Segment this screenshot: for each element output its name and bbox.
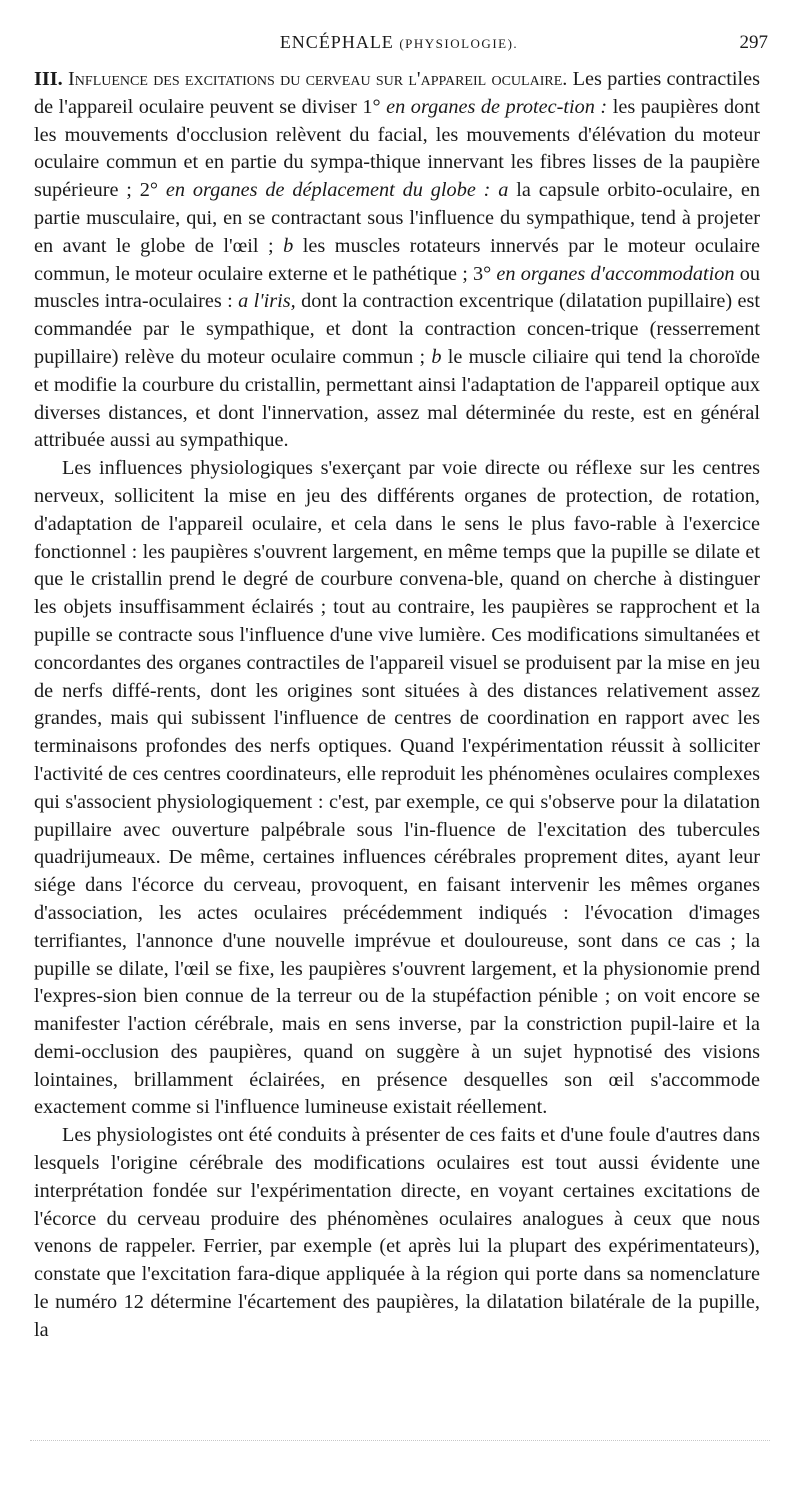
page-number: 297 bbox=[739, 32, 768, 53]
text-run: Les parties contractiles de l'appareil oculaire peuvent se diviser 1° bbox=[34, 68, 761, 118]
text-run: ou muscles intra-oculaires : bbox=[34, 262, 760, 313]
footer-dotted-rule bbox=[30, 1440, 770, 1441]
text-run: Les physiologistes ont été conduits à présenter de ces faits et d'une foule d'autres dans lesquels l'origine cérébrale des modifications oculaires est tout aussi évidente une interprétation fondée sur l'expérimentation directe, en voyant certaines excitations de l'écorce du cerveau produire des phénomènes oculaires analogues à ceux que nous venons de rappeler. Ferrier, par exemple (et après lui la plupart des expérimentateurs), constate que l'excitation fara-dique appliquée à la région qui porte dans sa nomenclature le numéro 12 détermine l'écartement des paupières, la dilatation bilatérale de la pupille, la bbox=[34, 1124, 760, 1341]
text-run: les muscles rotateurs innervés par le moteur oculaire commun, le moteur oculaire externe et le pathétique ; 3° bbox=[34, 234, 761, 285]
paragraph-2 bbox=[34, 455, 760, 1122]
header-title: ENCÉPHALE bbox=[279, 32, 394, 52]
text-run: b bbox=[431, 345, 442, 368]
running-title bbox=[30, 32, 768, 53]
body-text bbox=[34, 66, 760, 1345]
text-run: III. bbox=[34, 68, 69, 90]
running-head bbox=[30, 32, 768, 56]
text-run: Les influences physiologiques s'exerçant par voie directe ou réflexe sur les centres nerveux, sollicitent la mise en jeu des différents organes de protection, de rotation, d'adaptation de l'appareil oculaire, et cela dans le sens le plus favo-rable à l'exercice fonctionnel : les paupières s'ouvrent largement, en même temps que la pupille se dilate et que le cristallin prend le degré de courbure convena-ble, quand on cherche à distinguer les objets insuffisamment éclairés ; tout au contraire, les paupières se rapprochent et la pupille se contracte sous l'influence d'une vive lumière. Ces modifications simultanées et concordantes des organes contractiles de l'appareil visuel se produisent par la mise en jeu de nerfs diffé-rents, dont les origines sont situées à des distances relativement assez grandes, mais qui subissent l'influence de centres de coordination en rapport avec les terminaisons profondes des nerfs optiques. Quand l'expérimentation réussit à solliciter l'activité de ces centres coordinateurs, elle reproduit les phénomènes oculaires complexes qui s'associent physiologiquement : c'est, par exemple, ce qui s'observe pour la dilatation pupillaire avec ouverture palpébrale sous l'in-fluence de l'excitation des tubercules quadrijumeaux. De même, certaines influences cérébrales proprement dites, ayant leur siége dans l'écorce du cerveau, provoquent, en faisant intervenir les mêmes organes d'association, les actes oculaires précédemment indiqués : l'évocation d'images terrifiantes, l'annonce d'une nouvelle imprévue et douloureuse, sont dans ce cas ; la pupille se dilate, l'œil se fixe, les paupières s'ouvrent largement, et la physionomie prend l'expres-sion bien connue de la terreur ou de la stupéfaction pénible ; on voit encore se manifester l'action cérébrale, mais en sens inverse, par la constriction pupil-laire et la demi-occlusion des paupières, quand on suggère à un sujet hypnotisé des visions lointaines, brillamment éclairées, en présence desquelles son œil s'accommode exactement comme si l'influence lumineuse existait réellement. bbox=[34, 457, 760, 1119]
text-run: la capsule orbito-oculaire, en partie musculaire, qui, en se contractant sous l'influence du sympathique, tend à projeter en avant le globe de l'œil ; bbox=[34, 179, 760, 257]
text-run: les paupières dont les mouvements d'occlusion relèvent du facial, les mouvements d'élévation du moteur oculaire commun et en partie du sympa-thique innervant les fibres lisses de la paupière supérieure ; 2° bbox=[34, 95, 761, 202]
text-run: Influence des excitations du cerveau sur l'appareil oculaire. bbox=[68, 68, 568, 90]
text-run: dont la contraction excentrique (dilatation pupillaire) est commandée par le sympathique, et dont la contraction concen-trique (resserrement pupillaire) relève du moteur oculaire commun ; bbox=[34, 290, 761, 368]
text-run: en organes de déplacement du globe : a bbox=[165, 179, 509, 202]
paragraph-1 bbox=[34, 66, 760, 455]
text-run: b bbox=[283, 234, 294, 257]
text-run: en organes de protec-tion : bbox=[386, 95, 608, 118]
paragraph-3 bbox=[34, 1122, 760, 1344]
text-run: le muscle ciliaire qui tend la choroïde et modifie la courbure du cristallin, permettant ainsi l'adaptation de l'appareil optique aux diverses distances, et dont l'innervation, assez mal déterminée du reste, est en général attribuée aussi au sympathique. bbox=[34, 345, 760, 452]
text-run: a l'iris, bbox=[238, 290, 296, 313]
text-run: en organes d'accommodation bbox=[496, 262, 735, 285]
header-subtitle: (PHYSIOLOGIE). bbox=[399, 36, 519, 51]
